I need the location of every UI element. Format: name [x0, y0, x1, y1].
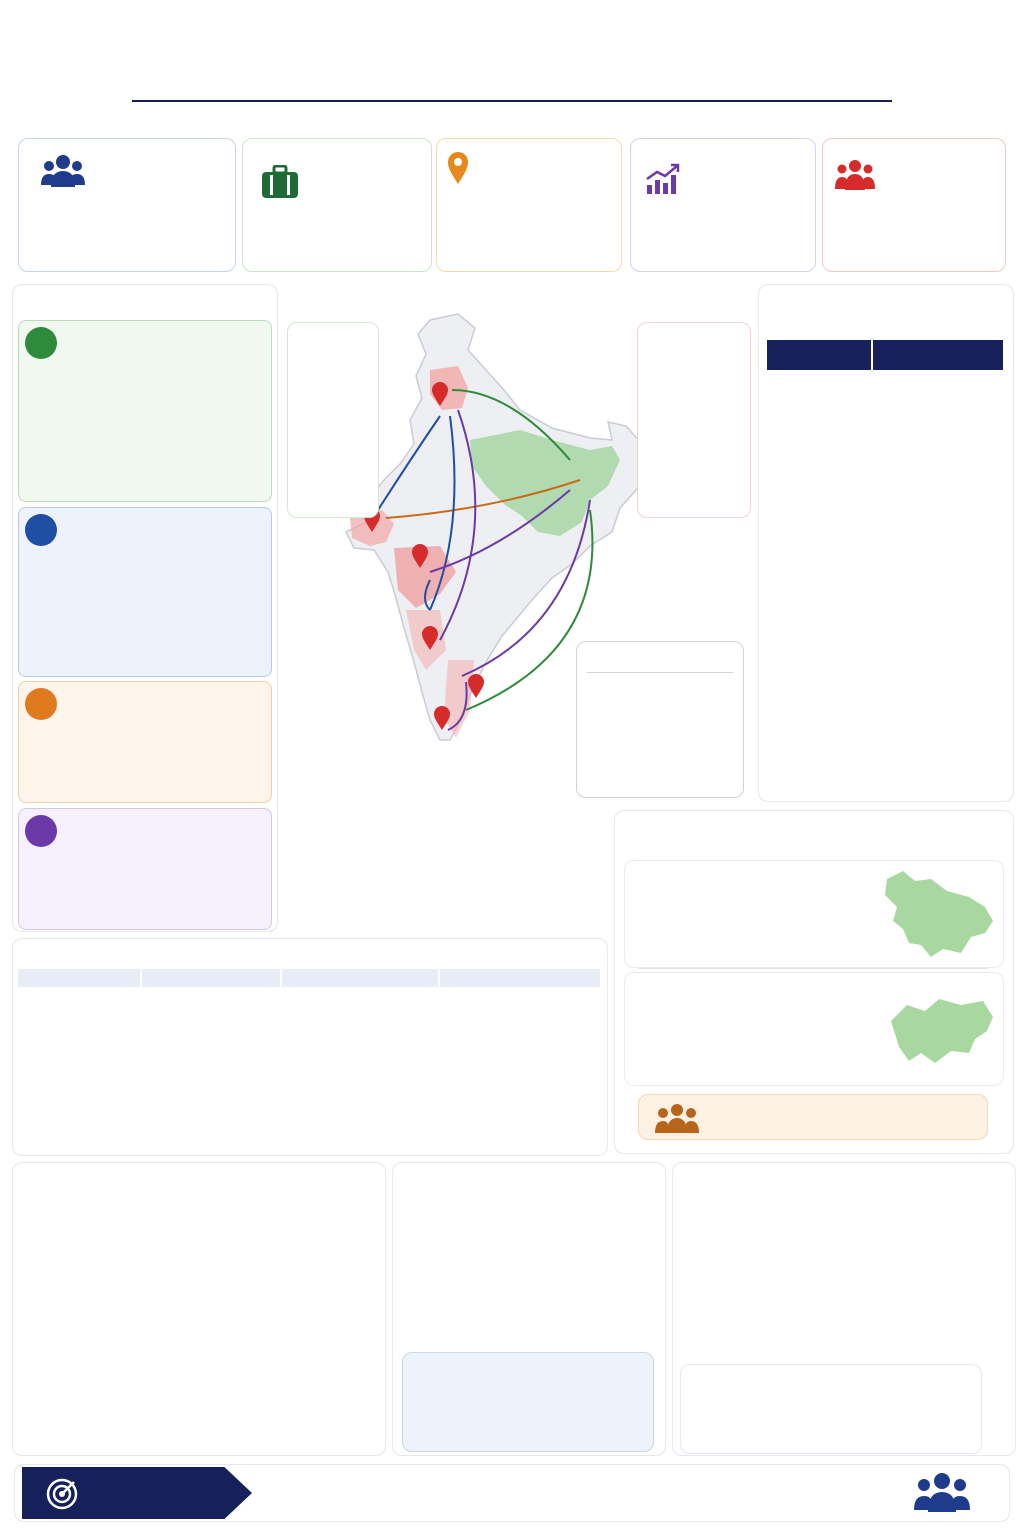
team-icon [914, 1472, 970, 1512]
belt-body [59, 367, 265, 369]
insights-panel [12, 1162, 386, 1456]
kpi-main-reason [242, 138, 432, 272]
header-divider [132, 100, 892, 102]
belt-body [59, 710, 265, 712]
briefcase-icon [261, 165, 299, 199]
live-col-header [282, 969, 438, 987]
live-col-header [142, 969, 280, 987]
map-source-legend [287, 322, 379, 518]
kpi-business-impact [822, 138, 1006, 272]
layers-box [402, 1352, 654, 1452]
up-map-shape [881, 867, 997, 961]
belt-north-ncr [18, 507, 272, 677]
kpi-key-insight [630, 138, 816, 272]
location-pin-icon [447, 151, 469, 185]
kpi-top-destinations [436, 138, 622, 272]
belt-number [25, 688, 57, 720]
people-icon [41, 153, 85, 189]
belt-western [18, 681, 272, 803]
belt-number [25, 327, 57, 359]
group-icon [655, 1103, 699, 1133]
up-hotspot-card [624, 860, 1004, 968]
belt-body [59, 552, 265, 554]
live-col-header [440, 969, 600, 987]
legend-title [288, 331, 380, 344]
belt-number [25, 815, 57, 847]
belt-body [59, 835, 265, 837]
belt-eastern [18, 320, 272, 502]
live-col-header [18, 969, 140, 987]
bihar-hotspot-card [624, 972, 1004, 1086]
belt-south [18, 808, 272, 930]
bihar-map-shape [887, 991, 997, 1073]
recommended-action-box [680, 1364, 982, 1454]
growth-chart-icon [645, 163, 681, 195]
team-icon [835, 159, 875, 191]
divider [587, 672, 733, 673]
strongest-corridor-box [576, 641, 744, 798]
industry-col-header [872, 340, 1003, 370]
referral-note [638, 1094, 988, 1140]
belt-number [25, 514, 57, 546]
divider [638, 968, 988, 969]
map-dest-legend [637, 322, 751, 518]
legend-title [638, 331, 752, 344]
kpi-total-migrants [18, 138, 236, 272]
industry-col-header [767, 340, 871, 370]
target-icon [46, 1478, 78, 1510]
